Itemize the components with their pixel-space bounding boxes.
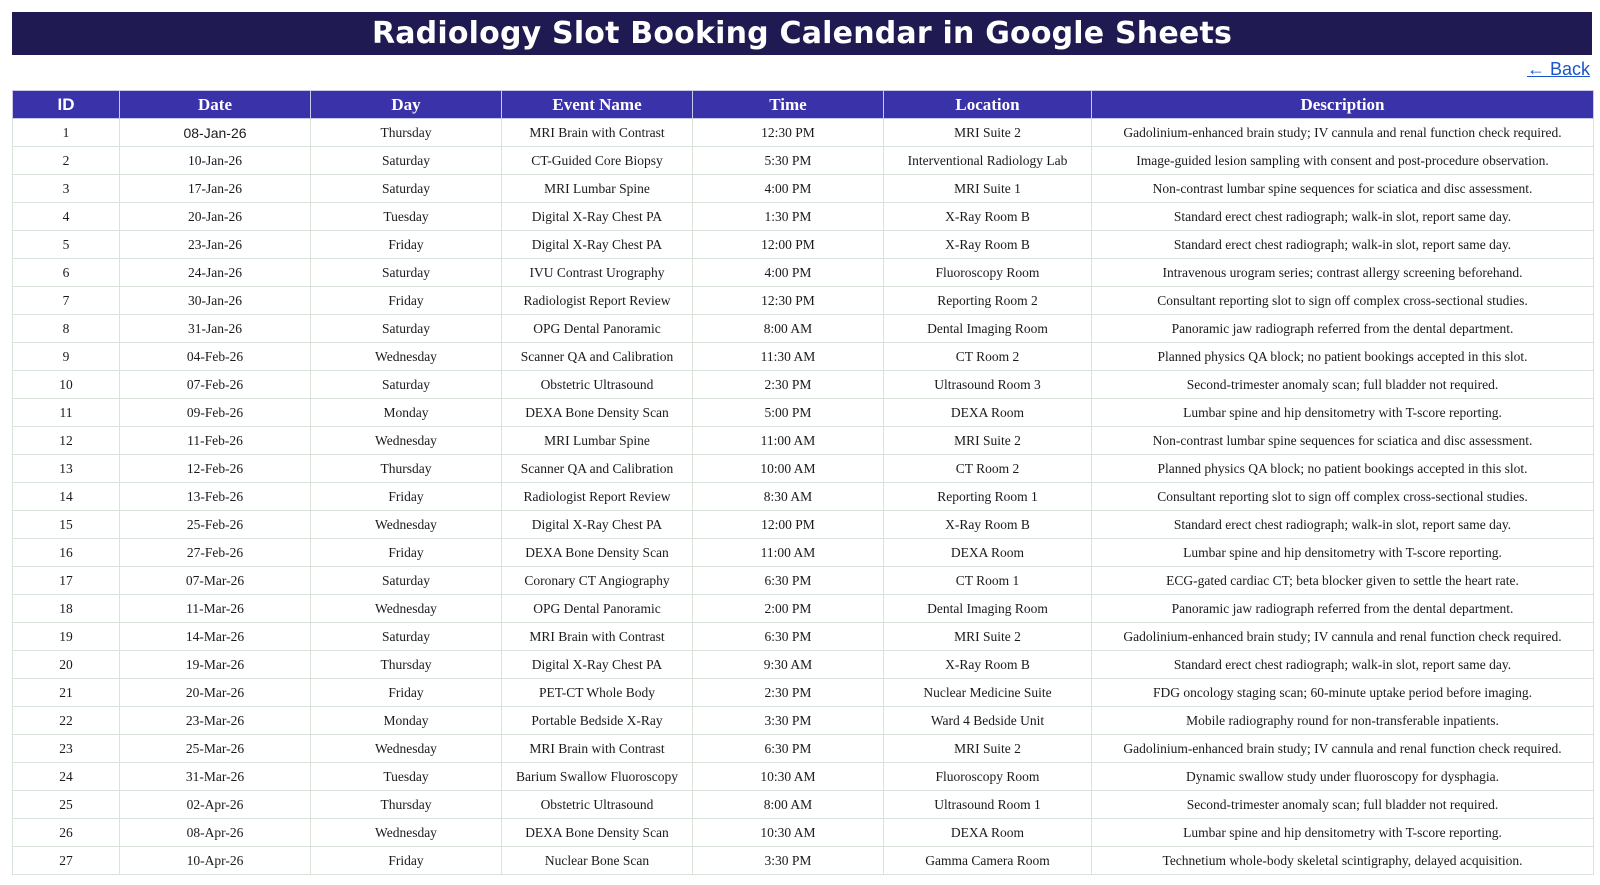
cell-event-name[interactable]: MRI Lumbar Spine bbox=[502, 175, 693, 203]
cell-event-name[interactable]: DEXA Bone Density Scan bbox=[502, 399, 693, 427]
cell-date[interactable]: 04-Feb-26 bbox=[120, 343, 311, 371]
cell-id[interactable]: 26 bbox=[13, 819, 120, 847]
table-row bbox=[13, 371, 1594, 399]
cell-day[interactable]: Monday bbox=[311, 707, 502, 735]
cell-date[interactable]: 14-Mar-26 bbox=[120, 623, 311, 651]
cell-day[interactable]: Saturday bbox=[311, 567, 502, 595]
table-row bbox=[13, 567, 1594, 595]
table-row bbox=[13, 763, 1594, 791]
cell-location[interactable]: MRI Suite 2 bbox=[884, 119, 1092, 147]
cell-event-name[interactable]: OPG Dental Panoramic bbox=[502, 315, 693, 343]
cell-day[interactable]: Saturday bbox=[311, 147, 502, 175]
cell-description[interactable]: Standard erect chest radiograph; walk-in slot, report same day. bbox=[1092, 231, 1594, 259]
table-row bbox=[13, 399, 1594, 427]
cell-date[interactable]: 31-Mar-26 bbox=[120, 763, 311, 791]
cell-description[interactable]: ECG-gated cardiac CT; beta blocker given to settle the heart rate. bbox=[1092, 567, 1594, 595]
cell-description[interactable]: Panoramic jaw radiograph referred from the dental department. bbox=[1092, 595, 1594, 623]
cell-location[interactable]: DEXA Room bbox=[884, 539, 1092, 567]
cell-event-name[interactable]: OPG Dental Panoramic bbox=[502, 595, 693, 623]
cell-time[interactable]: 12:00 PM bbox=[693, 231, 884, 259]
cell-event-name[interactable]: MRI Brain with Contrast bbox=[502, 119, 693, 147]
column-header-description: Description bbox=[1092, 91, 1594, 119]
cell-date[interactable]: 20-Mar-26 bbox=[120, 679, 311, 707]
cell-event-name[interactable]: Radiologist Report Review bbox=[502, 483, 693, 511]
cell-day[interactable]: Saturday bbox=[311, 623, 502, 651]
cell-location[interactable]: X-Ray Room B bbox=[884, 231, 1092, 259]
cell-description[interactable]: Second-trimester anomaly scan; full bladder not required. bbox=[1092, 791, 1594, 819]
cell-date[interactable]: 13-Feb-26 bbox=[120, 483, 311, 511]
table-body bbox=[13, 119, 1594, 875]
cell-day[interactable]: Friday bbox=[311, 231, 502, 259]
cell-location[interactable]: Interventional Radiology Lab bbox=[884, 147, 1092, 175]
cell-event-name[interactable]: Barium Swallow Fluoroscopy bbox=[502, 763, 693, 791]
cell-id[interactable]: 10 bbox=[13, 371, 120, 399]
cell-location[interactable]: Dental Imaging Room bbox=[884, 595, 1092, 623]
cell-time[interactable]: 6:30 PM bbox=[693, 735, 884, 763]
cell-event-name[interactable]: Radiologist Report Review bbox=[502, 287, 693, 315]
cell-event-name[interactable]: Obstetric Ultrasound bbox=[502, 791, 693, 819]
cell-description[interactable]: Dynamic swallow study under fluoroscopy for dysphagia. bbox=[1092, 763, 1594, 791]
cell-event-name[interactable]: Coronary CT Angiography bbox=[502, 567, 693, 595]
table-row bbox=[13, 819, 1594, 847]
table-row bbox=[13, 315, 1594, 343]
column-header-day: Day bbox=[311, 91, 502, 119]
column-header-date: Date bbox=[120, 91, 311, 119]
cell-day[interactable]: Wednesday bbox=[311, 595, 502, 623]
table-row bbox=[13, 147, 1594, 175]
cell-day[interactable]: Saturday bbox=[311, 315, 502, 343]
cell-location[interactable]: DEXA Room bbox=[884, 399, 1092, 427]
cell-id[interactable]: 12 bbox=[13, 427, 120, 455]
cell-id[interactable]: 19 bbox=[13, 623, 120, 651]
cell-day[interactable]: Thursday bbox=[311, 791, 502, 819]
booking-table bbox=[12, 90, 1594, 875]
cell-location[interactable]: X-Ray Room B bbox=[884, 203, 1092, 231]
cell-event-name[interactable]: Scanner QA and Calibration bbox=[502, 455, 693, 483]
cell-id[interactable]: 18 bbox=[13, 595, 120, 623]
cell-event-name[interactable]: Digital X-Ray Chest PA bbox=[502, 511, 693, 539]
table-row bbox=[13, 651, 1594, 679]
cell-description[interactable]: Second-trimester anomaly scan; full bladder not required. bbox=[1092, 371, 1594, 399]
cell-event-name[interactable]: Scanner QA and Calibration bbox=[502, 343, 693, 371]
cell-date[interactable]: 11-Feb-26 bbox=[120, 427, 311, 455]
cell-time[interactable]: 8:30 AM bbox=[693, 483, 884, 511]
cell-date[interactable]: 10-Apr-26 bbox=[120, 847, 311, 875]
cell-time[interactable]: 6:30 PM bbox=[693, 567, 884, 595]
cell-id[interactable]: 27 bbox=[13, 847, 120, 875]
cell-event-name[interactable]: Digital X-Ray Chest PA bbox=[502, 231, 693, 259]
cell-time[interactable]: 11:00 AM bbox=[693, 427, 884, 455]
cell-location[interactable]: X-Ray Room B bbox=[884, 511, 1092, 539]
cell-event-name[interactable]: Digital X-Ray Chest PA bbox=[502, 203, 693, 231]
cell-date[interactable]: 12-Feb-26 bbox=[120, 455, 311, 483]
cell-day[interactable]: Friday bbox=[311, 483, 502, 511]
cell-description[interactable]: Gadolinium-enhanced brain study; IV cannula and renal function check required. bbox=[1092, 623, 1594, 651]
cell-day[interactable]: Tuesday bbox=[311, 203, 502, 231]
cell-day[interactable]: Thursday bbox=[311, 119, 502, 147]
cell-event-name[interactable]: Portable Bedside X-Ray bbox=[502, 707, 693, 735]
cell-event-name[interactable]: DEXA Bone Density Scan bbox=[502, 539, 693, 567]
cell-date[interactable]: 19-Mar-26 bbox=[120, 651, 311, 679]
cell-id[interactable]: 8 bbox=[13, 315, 120, 343]
cell-location[interactable]: Reporting Room 1 bbox=[884, 483, 1092, 511]
cell-date[interactable]: 31-Jan-26 bbox=[120, 315, 311, 343]
cell-id[interactable]: 6 bbox=[13, 259, 120, 287]
cell-location[interactable]: Fluoroscopy Room bbox=[884, 763, 1092, 791]
cell-location[interactable]: Dental Imaging Room bbox=[884, 315, 1092, 343]
cell-description[interactable]: Panoramic jaw radiograph referred from the dental department. bbox=[1092, 315, 1594, 343]
cell-location[interactable]: Gamma Camera Room bbox=[884, 847, 1092, 875]
cell-id[interactable]: 14 bbox=[13, 483, 120, 511]
cell-time[interactable]: 5:30 PM bbox=[693, 147, 884, 175]
cell-id[interactable]: 22 bbox=[13, 707, 120, 735]
cell-location[interactable]: Fluoroscopy Room bbox=[884, 259, 1092, 287]
cell-id[interactable]: 1 bbox=[13, 119, 120, 147]
cell-date[interactable]: 23-Jan-26 bbox=[120, 231, 311, 259]
cell-location[interactable]: Ward 4 Bedside Unit bbox=[884, 707, 1092, 735]
cell-location[interactable]: CT Room 1 bbox=[884, 567, 1092, 595]
cell-event-name[interactable]: DEXA Bone Density Scan bbox=[502, 819, 693, 847]
cell-event-name[interactable]: Digital X-Ray Chest PA bbox=[502, 651, 693, 679]
cell-date[interactable]: 08-Jan-26 bbox=[120, 119, 311, 147]
cell-location[interactable]: X-Ray Room B bbox=[884, 651, 1092, 679]
cell-description[interactable]: Non-contrast lumbar spine sequences for sciatica and disc assessment. bbox=[1092, 175, 1594, 203]
cell-date[interactable]: 09-Feb-26 bbox=[120, 399, 311, 427]
cell-location[interactable]: Ultrasound Room 3 bbox=[884, 371, 1092, 399]
title-bar bbox=[12, 12, 1592, 55]
cell-description[interactable]: Lumbar spine and hip densitometry with T-score reporting. bbox=[1092, 399, 1594, 427]
cell-day[interactable]: Thursday bbox=[311, 455, 502, 483]
cell-day[interactable]: Wednesday bbox=[311, 511, 502, 539]
cell-description[interactable]: Non-contrast lumbar spine sequences for sciatica and disc assessment. bbox=[1092, 427, 1594, 455]
table-row bbox=[13, 595, 1594, 623]
cell-id[interactable]: 16 bbox=[13, 539, 120, 567]
column-header-id: ID bbox=[13, 91, 120, 119]
cell-id[interactable]: 7 bbox=[13, 287, 120, 315]
cell-description[interactable]: Planned physics QA block; no patient bookings accepted in this slot. bbox=[1092, 455, 1594, 483]
cell-description[interactable]: Planned physics QA block; no patient bookings accepted in this slot. bbox=[1092, 343, 1594, 371]
cell-time[interactable]: 12:30 PM bbox=[693, 119, 884, 147]
cell-id[interactable]: 4 bbox=[13, 203, 120, 231]
cell-event-name[interactable]: Nuclear Bone Scan bbox=[502, 847, 693, 875]
table-row bbox=[13, 483, 1594, 511]
table-row bbox=[13, 343, 1594, 371]
cell-day[interactable]: Thursday bbox=[311, 651, 502, 679]
cell-event-name[interactable]: MRI Brain with Contrast bbox=[502, 623, 693, 651]
cell-location[interactable]: MRI Suite 2 bbox=[884, 623, 1092, 651]
table-row bbox=[13, 231, 1594, 259]
cell-description[interactable]: Intravenous urogram series; contrast allergy screening beforehand. bbox=[1092, 259, 1594, 287]
cell-day[interactable]: Monday bbox=[311, 399, 502, 427]
table-row bbox=[13, 707, 1594, 735]
cell-date[interactable]: 27-Feb-26 bbox=[120, 539, 311, 567]
cell-description[interactable]: Standard erect chest radiograph; walk-in slot, report same day. bbox=[1092, 511, 1594, 539]
cell-date[interactable]: 30-Jan-26 bbox=[120, 287, 311, 315]
cell-time[interactable]: 10:00 AM bbox=[693, 455, 884, 483]
cell-id[interactable]: 2 bbox=[13, 147, 120, 175]
cell-time[interactable]: 10:30 AM bbox=[693, 819, 884, 847]
cell-id[interactable]: 11 bbox=[13, 399, 120, 427]
cell-description[interactable]: Standard erect chest radiograph; walk-in slot, report same day. bbox=[1092, 203, 1594, 231]
cell-description[interactable]: Lumbar spine and hip densitometry with T-score reporting. bbox=[1092, 539, 1594, 567]
cell-day[interactable]: Wednesday bbox=[311, 819, 502, 847]
cell-id[interactable]: 3 bbox=[13, 175, 120, 203]
cell-time[interactable]: 8:00 AM bbox=[693, 791, 884, 819]
cell-time[interactable]: 9:30 AM bbox=[693, 651, 884, 679]
cell-date[interactable]: 08-Apr-26 bbox=[120, 819, 311, 847]
cell-description[interactable]: Consultant reporting slot to sign off complex cross-sectional studies. bbox=[1092, 287, 1594, 315]
cell-id[interactable]: 25 bbox=[13, 791, 120, 819]
cell-date[interactable]: 25-Feb-26 bbox=[120, 511, 311, 539]
cell-id[interactable]: 21 bbox=[13, 679, 120, 707]
cell-location[interactable]: Nuclear Medicine Suite bbox=[884, 679, 1092, 707]
cell-time[interactable]: 3:30 PM bbox=[693, 707, 884, 735]
column-header-event-name: Event Name bbox=[502, 91, 693, 119]
cell-description[interactable]: Consultant reporting slot to sign off complex cross-sectional studies. bbox=[1092, 483, 1594, 511]
cell-date[interactable]: 23-Mar-26 bbox=[120, 707, 311, 735]
cell-day[interactable]: Friday bbox=[311, 847, 502, 875]
cell-time[interactable]: 2:30 PM bbox=[693, 371, 884, 399]
cell-date[interactable]: 07-Feb-26 bbox=[120, 371, 311, 399]
cell-id[interactable]: 20 bbox=[13, 651, 120, 679]
table-row bbox=[13, 511, 1594, 539]
cell-location[interactable]: DEXA Room bbox=[884, 819, 1092, 847]
cell-time[interactable]: 4:00 PM bbox=[693, 259, 884, 287]
cell-time[interactable]: 8:00 AM bbox=[693, 315, 884, 343]
table-row bbox=[13, 175, 1594, 203]
cell-time[interactable]: 12:30 PM bbox=[693, 287, 884, 315]
table-row bbox=[13, 847, 1594, 875]
cell-location[interactable]: CT Room 2 bbox=[884, 343, 1092, 371]
cell-date[interactable]: 17-Jan-26 bbox=[120, 175, 311, 203]
cell-day[interactable]: Tuesday bbox=[311, 763, 502, 791]
cell-time[interactable]: 5:00 PM bbox=[693, 399, 884, 427]
table-row bbox=[13, 735, 1594, 763]
cell-location[interactable]: MRI Suite 1 bbox=[884, 175, 1092, 203]
cell-day[interactable]: Wednesday bbox=[311, 343, 502, 371]
table-row bbox=[13, 623, 1594, 651]
cell-time[interactable]: 2:00 PM bbox=[693, 595, 884, 623]
cell-id[interactable]: 24 bbox=[13, 763, 120, 791]
table-row bbox=[13, 791, 1594, 819]
cell-description[interactable]: Gadolinium-enhanced brain study; IV cannula and renal function check required. bbox=[1092, 735, 1594, 763]
column-header-time: Time bbox=[693, 91, 884, 119]
cell-event-name[interactable]: Obstetric Ultrasound bbox=[502, 371, 693, 399]
table-row bbox=[13, 287, 1594, 315]
back-link[interactable]: ← Back bbox=[1526, 59, 1590, 79]
cell-description[interactable]: Mobile radiography round for non-transferable inpatients. bbox=[1092, 707, 1594, 735]
cell-event-name[interactable]: MRI Lumbar Spine bbox=[502, 427, 693, 455]
table-row bbox=[13, 119, 1594, 147]
cell-event-name[interactable]: IVU Contrast Urography bbox=[502, 259, 693, 287]
cell-date[interactable]: 25-Mar-26 bbox=[120, 735, 311, 763]
column-header-location: Location bbox=[884, 91, 1092, 119]
table-row bbox=[13, 427, 1594, 455]
cell-day[interactable]: Saturday bbox=[311, 259, 502, 287]
cell-time[interactable]: 6:30 PM bbox=[693, 623, 884, 651]
cell-description[interactable]: Image-guided lesion sampling with consent and post-procedure observation. bbox=[1092, 147, 1594, 175]
header-row bbox=[13, 91, 1594, 119]
page-title: Radiology Slot Booking Calendar in Google Sheets bbox=[371, 16, 1233, 51]
cell-event-name[interactable]: CT-Guided Core Biopsy bbox=[502, 147, 693, 175]
cell-day[interactable]: Friday bbox=[311, 539, 502, 567]
cell-location[interactable]: Ultrasound Room 1 bbox=[884, 791, 1092, 819]
cell-day[interactable]: Friday bbox=[311, 679, 502, 707]
cell-event-name[interactable]: MRI Brain with Contrast bbox=[502, 735, 693, 763]
cell-location[interactable]: MRI Suite 2 bbox=[884, 427, 1092, 455]
cell-description[interactable]: Lumbar spine and hip densitometry with T-score reporting. bbox=[1092, 819, 1594, 847]
table-row bbox=[13, 455, 1594, 483]
cell-time[interactable]: 2:30 PM bbox=[693, 679, 884, 707]
cell-date[interactable]: 10-Jan-26 bbox=[120, 147, 311, 175]
cell-description[interactable]: FDG oncology staging scan; 60-minute uptake period before imaging. bbox=[1092, 679, 1594, 707]
cell-date[interactable]: 07-Mar-26 bbox=[120, 567, 311, 595]
table-row bbox=[13, 203, 1594, 231]
cell-time[interactable]: 10:30 AM bbox=[693, 763, 884, 791]
cell-day[interactable]: Wednesday bbox=[311, 735, 502, 763]
cell-date[interactable]: 20-Jan-26 bbox=[120, 203, 311, 231]
cell-time[interactable]: 11:00 AM bbox=[693, 539, 884, 567]
cell-time[interactable]: 12:00 PM bbox=[693, 511, 884, 539]
cell-location[interactable]: MRI Suite 2 bbox=[884, 735, 1092, 763]
cell-date[interactable]: 02-Apr-26 bbox=[120, 791, 311, 819]
cell-id[interactable]: 23 bbox=[13, 735, 120, 763]
cell-time[interactable]: 1:30 PM bbox=[693, 203, 884, 231]
cell-event-name[interactable]: PET-CT Whole Body bbox=[502, 679, 693, 707]
cell-date[interactable]: 11-Mar-26 bbox=[120, 595, 311, 623]
cell-id[interactable]: 13 bbox=[13, 455, 120, 483]
cell-id[interactable]: 9 bbox=[13, 343, 120, 371]
cell-location[interactable]: CT Room 2 bbox=[884, 455, 1092, 483]
cell-location[interactable]: Reporting Room 2 bbox=[884, 287, 1092, 315]
cell-day[interactable]: Wednesday bbox=[311, 427, 502, 455]
cell-description[interactable]: Standard erect chest radiograph; walk-in slot, report same day. bbox=[1092, 651, 1594, 679]
cell-day[interactable]: Saturday bbox=[311, 175, 502, 203]
cell-id[interactable]: 15 bbox=[13, 511, 120, 539]
cell-time[interactable]: 3:30 PM bbox=[693, 847, 884, 875]
cell-date[interactable]: 24-Jan-26 bbox=[120, 259, 311, 287]
cell-day[interactable]: Friday bbox=[311, 287, 502, 315]
cell-day[interactable]: Saturday bbox=[311, 371, 502, 399]
table-row bbox=[13, 539, 1594, 567]
cell-description[interactable]: Gadolinium-enhanced brain study; IV cannula and renal function check required. bbox=[1092, 119, 1594, 147]
cell-id[interactable]: 5 bbox=[13, 231, 120, 259]
cell-time[interactable]: 11:30 AM bbox=[693, 343, 884, 371]
cell-description[interactable]: Technetium whole-body skeletal scintigraphy, delayed acquisition. bbox=[1092, 847, 1594, 875]
table-row bbox=[13, 679, 1594, 707]
cell-time[interactable]: 4:00 PM bbox=[693, 175, 884, 203]
table-row bbox=[13, 259, 1594, 287]
cell-id[interactable]: 17 bbox=[13, 567, 120, 595]
